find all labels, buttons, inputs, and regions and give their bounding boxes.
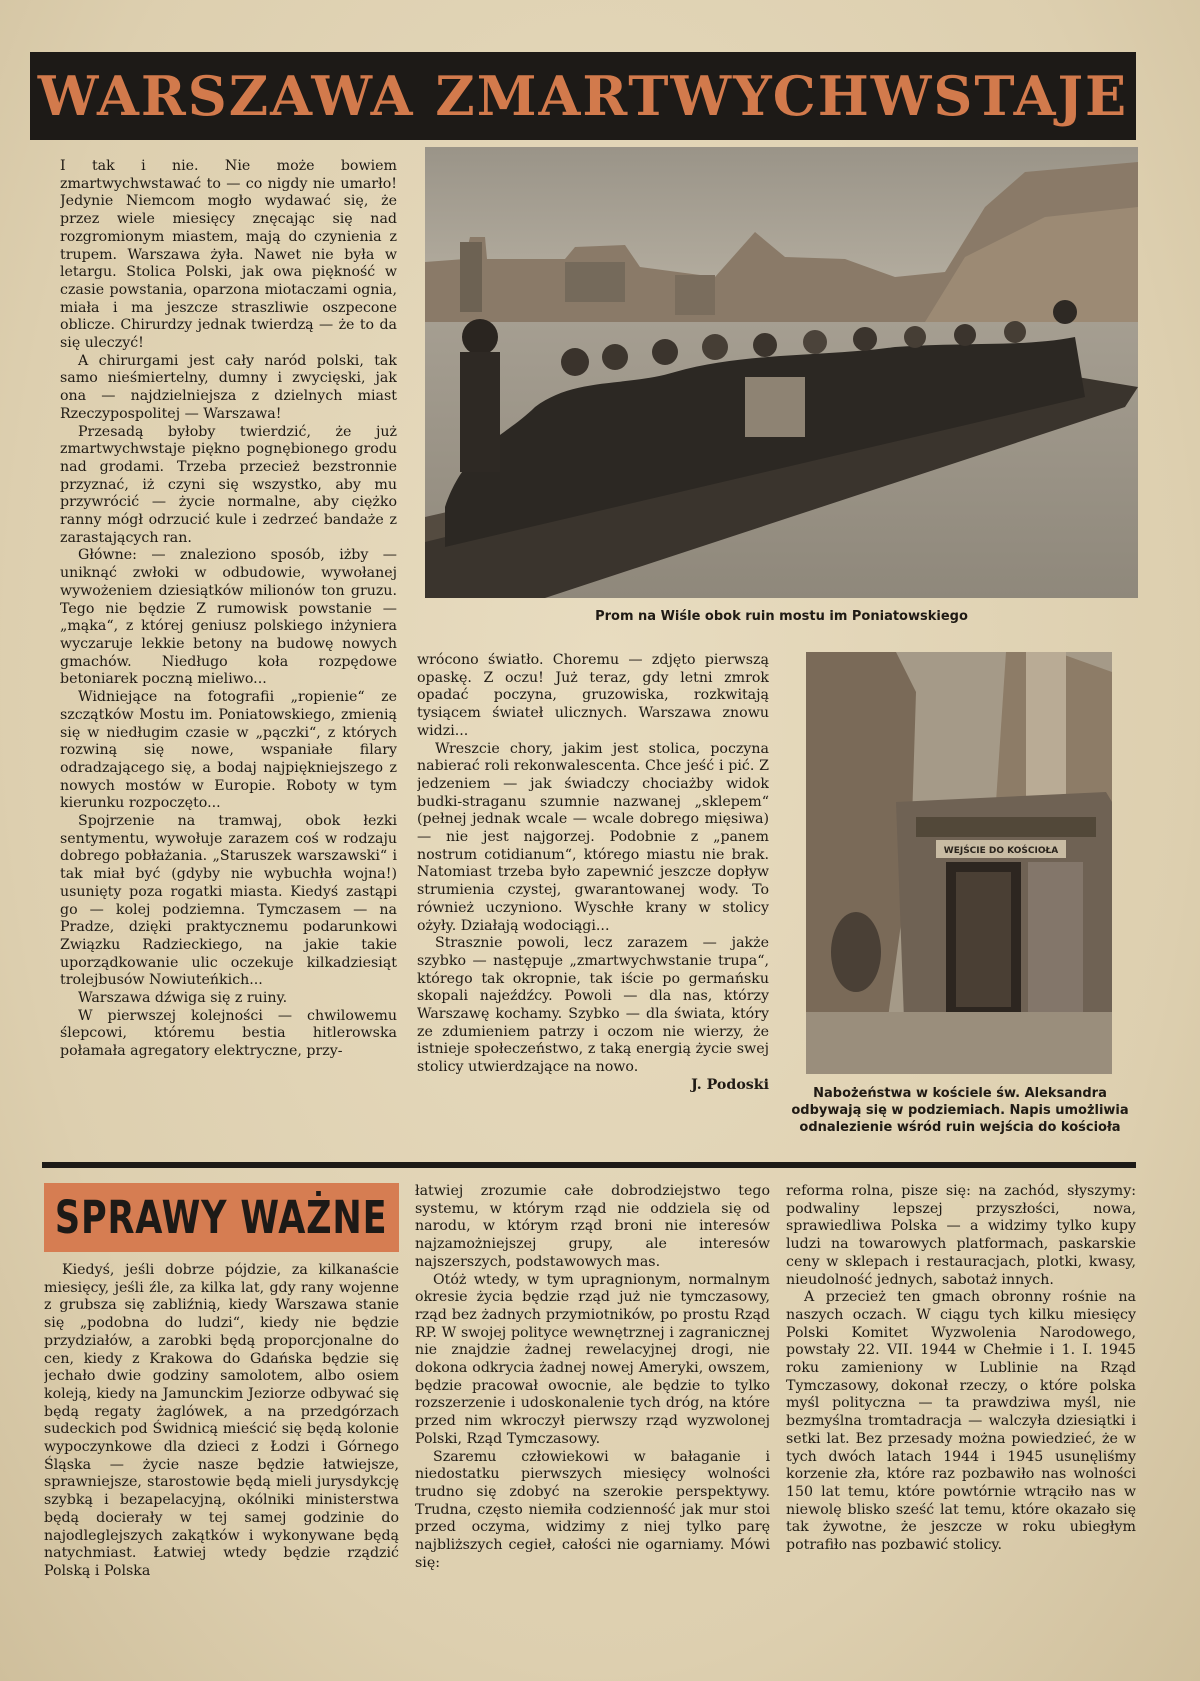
paragraph: wrócono światło. Choremu — zdjęto pierwszą opaskę. Z oczu! Już teraz, gdy letni zmrok opadać poczyna, gruzowiska, rozkwitają tysiącem świateł ulicznych. Warszawa znowu widzi... bbox=[417, 652, 769, 739]
paragraph: Strasznie powoli, lecz zarazem — jakże szybko — następuje „zmartwychwstanie trupa“, którego tak okropnie, tak iście po germańsku skopali najeźdźcy. Powoli — dla nas, którzy Warszawę kochamy. Szybko — dla świata, który ze zdumieniem patrzy i oczom nie wierzy, że istnieje społeczeństwo, z taką energią życie swej stolicy utwierdzające na nowo. bbox=[417, 935, 769, 1076]
section-divider bbox=[42, 1162, 1136, 1168]
church-photo-caption: Nabożeństwa w kościele św. Aleksandra odbywają się w podziemiach. Napis umożliwia odnalezienie wśród ruin wejścia do kościoła bbox=[791, 1086, 1129, 1135]
paragraph: Wreszcie chory, jakim jest stolica, poczyna nabierać roli rekonwalescenta. Chce jeść i pić. Z jedzeniem — jak świadczy chociażby widok budki-straganu szumnie nazwanej „sklepem“ (pełnej jednak wcale — wcale dobrego mięsiwa) — nie jest najgorzej. Podobnie z „panem nostrum cotidianum“, którego miastu nie brak. Natomiast trzeba było zapewnić jeszcze dopływ strumienia czystej, gwarantowanej wody. To również uczyniono. Wyschłe krany w stolicy ożyły. Działają wodociągi... bbox=[417, 740, 769, 934]
ferry-photo bbox=[425, 147, 1138, 598]
ferry-photo-caption: Prom na Wiśle obok ruin mostu im Poniatowskiego bbox=[595, 609, 968, 624]
section-heading-box bbox=[44, 1183, 399, 1252]
paragraph: Spojrzenie na tramwaj, obok łezki sentymentu, wywołuje zarazem coś w rodzaju dobrego pobłażania. „Staruszek warszawski“ i tak miał być (gdyby nie wybuchła wojna!) usunięty poza rogatki miasta. Kiedyś zastąpi go — kolej podziemna. Tymczasem — na Pradze, dzięki praktycznemu podarunkowi Związku Radzieckiego, na jakie takie uporządkowanie ulic oczekuje kilkadziesiąt trolejbusów Nowiuteńkich... bbox=[60, 813, 397, 989]
paragraph: A chirurgami jest cały naród polski, tak samo nieśmiertelny, dumny i zwycięski, jak ona — najdzielniejsza z dzielnych miast Rzeczypospolitej — Warszawa! bbox=[60, 352, 397, 422]
ferry-photo-image bbox=[425, 147, 1138, 598]
church-entrance-sign: WEJŚCIE DO KOŚCIOŁA bbox=[943, 846, 1059, 856]
section-heading: SPRAWY WAŻNE bbox=[55, 1191, 388, 1244]
paragraph: Szaremu człowiekowi w bałaganie i niedostatku pierwszych miesięcy wolności trudno się zdobyć na szerokie perspektywy. Trudna, często niemiła codzienność jak mur stoi przed oczyma, widzimy z niej tylko parę najbliższych cegieł, całości nie ogarniamy. Mówi się: bbox=[415, 1448, 770, 1571]
paragraph: Otóż wtedy, w tym upragnionym, normalnym okresie życia będzie rząd już nie tymczasowy, rząd bez żadnych przymiotników, po prostu Rząd RP. W swojej polityce wewnętrznej i zagranicznej nie znajdzie żadnej rewelacyjnej drogi, nie dokona odkrycia żadnej nowej Ameryki, owszem, będzie pracował owocnie, ale będzie to tylko rozszerzenie i udoskonalenie tych dróg, na które przed nim wkroczył pierwszy rząd wyzwolonej Polski, Rząd Tymczasowy. bbox=[415, 1271, 770, 1447]
article2-column3 bbox=[786, 1183, 1136, 1677]
masthead-banner bbox=[30, 52, 1136, 140]
article2-column2 bbox=[415, 1183, 770, 1677]
church-photo-image bbox=[806, 652, 1112, 1074]
paragraph: reforma rolna, pisze się: na zachód, słyszymy: podwaliny lepszej przyszłości, nowa, sprawiedliwa Polska — a widzimy tylko kupy ludzi na towarowych platformach, paskarskie ceny w sklepach i restauracjach, plotki, kwasy, nieudolność jednych, sabotaż innych. bbox=[786, 1183, 1136, 1288]
church-photo bbox=[806, 652, 1112, 1074]
article1-column1 bbox=[60, 158, 397, 1163]
paragraph: Kiedyś, jeśli dobrze pójdzie, za kilkanaście miesięcy, jeśli źle, za kilka lat, gdy rany wojenne z grubsza się zabliźnią, kiedy Warszawa stanie się „podobna do ludzi“, kiedy nie będzie przydziałów, a zarobki będą proporcjonalne do cen, kiedy z Krakowa do Gdańska będzie się jechało dwie godziny samolotem, albo osiem koleją, kiedy na Jamunckim Jeziorze odbywać się będą regaty żaglówek, a na przedgórzach sudeckich pod Świdnicą mieścić się będą kolonie wypoczynkowe dla dzieci z Łodzi i Górnego Śląska — życie nasze będzie łatwiejsze, sprawniejsze, starostowie będą mieli jurysdykcję szybką i bezapelacyjną, okólniki ministerstwa będą docierały w tej samej godzinie do najodleglejszych zakątków i wykonywane będą natychmiast. Łatwiej wtedy będzie rządzić Polską i Polska bbox=[44, 1262, 399, 1579]
author-signature: J. Podoski bbox=[691, 1076, 769, 1093]
paragraph: Główne: — znaleziono sposób, iżby — uniknąć zwłoki w odbudowie, wywołanej wywożeniem dziesiątków milionów ton gruzu. Tego nie będzie Z rumowisk powstanie — „mąka“, z której geniusz polskiego inżyniera wyczaruje lekkie betony na budowę nowych gmachów. Niedługo koła rozpędowe betoniarek poczną mieliwo... bbox=[60, 547, 397, 688]
paragraph: Widniejące na fotografii „ropienie“ ze szczątków Mostu im. Poniatowskiego, zmienią się w niedługim czasie w „pączki“, z których rozwiną się nowe, wspaniałe filary odradzającego się, a bodaj najpiękniejszego z nowych mostów w Europie. Roboty w tym kierunku rozpoczęto... bbox=[60, 689, 397, 812]
paragraph: Przesadą byłoby twierdzić, że już zmartwychwstaje piękno pognębionego grodu nad grodami. Trzeba przecież bezstronnie przyznać, iż czyni się wszystko, aby mu przywrócić — życie normalne, aby ciężko ranny mógł odrzucić kule i zedrzeć bandaże z zarastających ran. bbox=[60, 423, 397, 546]
paragraph: Warszawa dźwiga się z ruiny. bbox=[78, 990, 288, 1007]
article1-column2 bbox=[417, 652, 769, 1162]
article2-column1 bbox=[44, 1262, 399, 1677]
paragraph: łatwiej zrozumie całe dobrodziejstwo tego systemu, w którym rząd nie oddziela się od narodu, w którym rząd broni nie interesów najzamożniejszej grupy, ale interesów najszerszych, podstawowych mas. bbox=[415, 1183, 770, 1270]
paragraph: I tak i nie. Nie może bowiem zmartwychwstawać to — co nigdy nie umarło! Jedynie Niemcom mogło wydawać się, że przez wiele miesięcy znęcając się nad rozgromionym miastem, mają do czynienia z trupem. Warszawa żyła. Nawet nie była w letargu. Stolica Polski, jak owa piękność w czasie powstania, oparzona miotaczami ognia, miała i ma jeszcze straszliwie oszpecone oblicze. Chirurdzy jednak twierdzą — że to da się uleczyć! bbox=[60, 158, 397, 352]
paragraph: A przecież ten gmach obronny rośnie na naszych oczach. W ciągu tych kilku miesięcy Polski Komitet Wyzwolenia Narodowego, powstały 22. VII. 1944 w Chełmie i 1. I. 1945 roku zamieniony w Lublinie na Rząd Tymczasowy, dokonał rzeczy, o które polska myśl polityczna — ta prawdziwa myśl, nie bezmyślna tromtadracja — walczyła dziesiątki i setki lat. Bez przesady można powiedzieć, że w tych dwóch latach 1944 i 1945 usunęliśmy korzenie zła, które raz pozbawiło nas wolności 150 lat temu, które powtórnie wtrąciło nas w niewolę blisko sześć lat temu, które okazało się tak żywotne, że jeszcze w roku ubiegłym potrafiło nas pozbawić stolicy. bbox=[786, 1289, 1136, 1554]
paragraph: W pierwszej kolejności — chwilowemu ślepcowi, któremu bestia hitlerowska połamała agregatory elektryczne, przy- bbox=[60, 1007, 397, 1060]
page-title: WARSZAWA ZMARTWYCHWSTAJE bbox=[37, 64, 1129, 128]
